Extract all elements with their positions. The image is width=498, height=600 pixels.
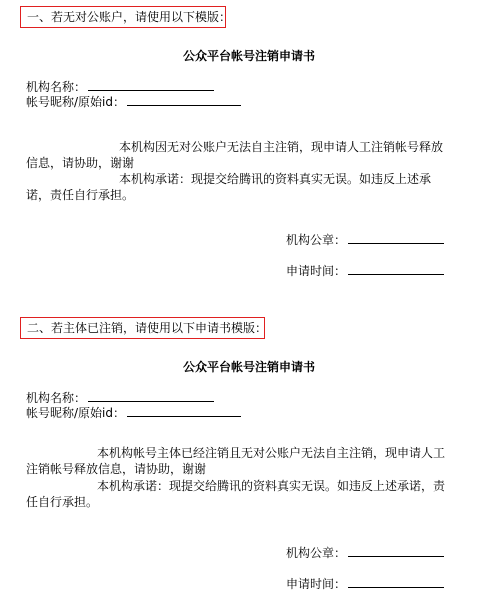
official-seal-label: 机构公章： <box>286 546 347 560</box>
org-name-label: 机构名称： <box>26 80 87 94</box>
doc-title: 公众平台帐号注销申请书 <box>182 49 315 63</box>
org-name-label: 机构名称： <box>26 391 87 405</box>
org-name-field <box>26 390 214 406</box>
application-date-line <box>286 576 444 592</box>
org-name-field <box>26 79 214 95</box>
section-header: 二、若主体已注销，请使用以下申请书模版： <box>20 317 265 339</box>
account-id-blank <box>127 94 241 106</box>
org-name-blank <box>88 390 214 402</box>
request-text: 本机构帐号主体已经注销且无对公账户无法自主注销，现申请人工注销帐号释放信息，请协助，谢谢 <box>26 446 446 476</box>
pledge-paragraph <box>26 171 446 203</box>
application-date-label: 申请时间： <box>286 577 347 591</box>
pledge-text: 本机构承诺：现提交给腾讯的资料真实无误。如违反上述承诺，责任自行承担。 <box>26 172 432 202</box>
org-name-blank <box>88 79 214 91</box>
official-seal-label: 机构公章： <box>286 233 347 247</box>
account-id-field <box>26 405 241 421</box>
official-seal-blank <box>348 545 444 557</box>
official-seal-line <box>286 545 444 561</box>
section-header: 一、若无对公账户，请使用以下模版： <box>20 6 226 28</box>
pledge-text: 本机构承诺：现提交给腾讯的资料真实无误。如违反上述承诺，责任自行承担。 <box>26 479 446 509</box>
pledge-paragraph <box>26 478 446 510</box>
request-text: 本机构因无对公账户无法自主注销，现申请人工注销帐号释放信息，请协助，谢谢 <box>26 140 444 170</box>
account-id-label: 帐号昵称/原始id： <box>26 406 125 420</box>
account-id-label: 帐号昵称/原始id： <box>26 95 125 109</box>
account-id-field <box>26 94 241 110</box>
request-paragraph <box>26 139 446 171</box>
official-seal-blank <box>348 232 444 244</box>
doc-title: 公众平台帐号注销申请书 <box>182 360 315 374</box>
account-id-blank <box>127 405 241 417</box>
request-paragraph <box>26 445 446 477</box>
application-date-blank <box>348 576 444 588</box>
application-date-line <box>286 263 444 279</box>
official-seal-line <box>286 232 444 248</box>
application-date-label: 申请时间： <box>286 264 347 278</box>
application-date-blank <box>348 263 444 275</box>
